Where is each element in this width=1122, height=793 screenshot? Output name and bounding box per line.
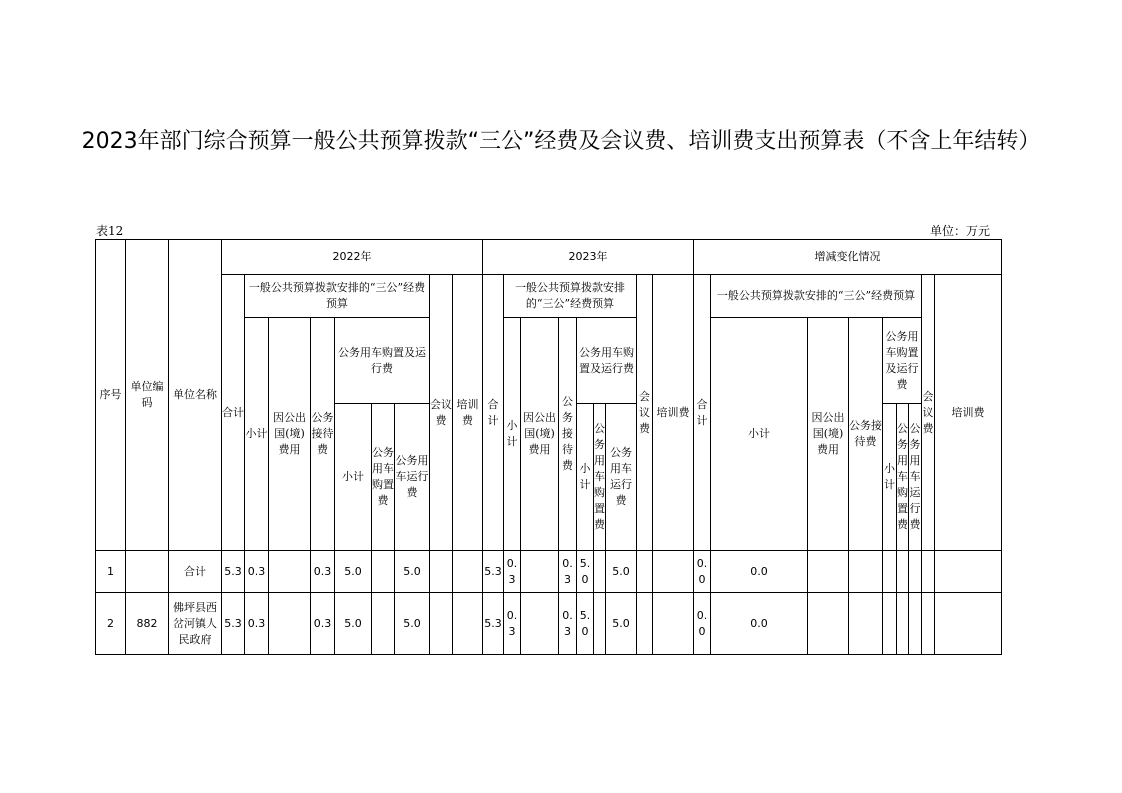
- cell: 0.3: [504, 551, 521, 593]
- cell: [909, 593, 922, 655]
- cell: [883, 551, 897, 593]
- cell: 0.3: [311, 593, 335, 655]
- cell: [653, 593, 694, 655]
- header-2022: 2022年: [222, 240, 483, 275]
- cell: 5.3: [222, 593, 245, 655]
- cell: [372, 593, 395, 655]
- header-unit-name: 单位名称: [169, 240, 222, 551]
- cell: 0.3: [311, 551, 335, 593]
- table-row: [96, 551, 1002, 593]
- header-meeting-2022: 会议费: [430, 275, 453, 551]
- header-car-subtotal-change: 小计: [883, 404, 897, 551]
- cell: [594, 551, 606, 593]
- header-car-purchase-change: 公务用车购置费: [897, 404, 909, 551]
- cell: [935, 593, 1002, 655]
- header-subtotal-2023: 小计: [504, 318, 521, 551]
- cell: [637, 593, 653, 655]
- cell: 5.0: [395, 593, 430, 655]
- cell: [909, 551, 922, 593]
- cell: 0.3: [559, 551, 577, 593]
- cell: 0.0: [694, 593, 711, 655]
- row-name: 合计: [169, 551, 222, 593]
- row-seq: 2: [96, 593, 126, 655]
- header-meeting-change: 会议费: [922, 275, 935, 551]
- table-number: 表12: [96, 224, 124, 238]
- header-subtotal-change: 小计: [711, 318, 808, 551]
- header-meeting-2023: 会议费: [637, 275, 653, 551]
- header-car-run-2023: 公务用车运行费: [606, 404, 637, 551]
- cell: 5.0: [606, 593, 637, 655]
- header-car-2022: 公务用车购置及运行费: [335, 318, 430, 404]
- header-change: 增减变化情况: [694, 240, 1002, 275]
- header-car-change: 公务用车购置及运行费: [883, 318, 922, 404]
- header-training-2022: 培训费: [453, 275, 483, 551]
- header-car-run-2022: 公务用车运行费: [395, 404, 430, 551]
- cell: 0.3: [559, 593, 577, 655]
- header-car-run-change: 公务用车运行费: [909, 404, 922, 551]
- row-name: 佛坪县西岔河镇人民政府: [169, 593, 222, 655]
- cell: 5.0: [335, 551, 372, 593]
- cell: [808, 593, 849, 655]
- cell: [269, 551, 311, 593]
- unit-label: 单位：万元: [930, 224, 991, 238]
- cell: 5.3: [222, 551, 245, 593]
- header-car-subtotal-2023: 小计: [577, 404, 594, 551]
- cell: [883, 593, 897, 655]
- cell: [922, 593, 935, 655]
- cell: [849, 593, 883, 655]
- header-total-2022: 合计: [222, 275, 245, 551]
- header-sangong-2023: 一般公共预算拨款安排的“三公”经费预算: [504, 275, 637, 318]
- cell: 0.3: [504, 593, 521, 655]
- cell: [453, 551, 483, 593]
- cell: [430, 551, 453, 593]
- cell: [453, 593, 483, 655]
- header-unit-code: 单位编码: [126, 240, 169, 551]
- cell: 5.3: [483, 593, 504, 655]
- header-subtotal-2022: 小计: [245, 318, 269, 551]
- cell: [935, 551, 1002, 593]
- header-car-2023: 公务用车购置及运行费: [577, 318, 637, 404]
- cell: 0.3: [245, 593, 269, 655]
- header-car-purchase-2023: 公务用车购置费: [594, 404, 606, 551]
- cell: [521, 593, 559, 655]
- cell: [269, 593, 311, 655]
- cell: 5.0: [606, 551, 637, 593]
- budget-table: [95, 239, 1002, 655]
- cell: [430, 593, 453, 655]
- cell: [808, 551, 849, 593]
- cell: 5.3: [483, 551, 504, 593]
- cell: 0.0: [711, 593, 808, 655]
- cell: [922, 551, 935, 593]
- cell: [521, 551, 559, 593]
- cell: [372, 551, 395, 593]
- header-training-2023: 培训费: [653, 275, 694, 551]
- row-seq: 1: [96, 551, 126, 593]
- cell: [897, 551, 909, 593]
- header-reception-change: 公务接待费: [849, 318, 883, 551]
- header-abroad-2022: 因公出国(境)费用: [269, 318, 311, 551]
- header-car-subtotal-2022: 小计: [335, 404, 372, 551]
- header-abroad-change: 因公出国(境)费用: [808, 318, 849, 551]
- page-title: 2023年部门综合预算一般公共预算拨款“三公”经费及会议费、培训费支出预算表（不含上年结转）: [81, 129, 1041, 154]
- cell: 5.0: [577, 593, 594, 655]
- header-car-purchase-2022: 公务用车购置费: [372, 404, 395, 551]
- header-abroad-2023: 因公出国(境)费用: [521, 318, 559, 551]
- header-2023: 2023年: [483, 240, 694, 275]
- header-reception-2022: 公务接待费: [311, 318, 335, 551]
- row-code: [126, 551, 169, 593]
- cell: [897, 593, 909, 655]
- cell: [653, 551, 694, 593]
- cell: 5.0: [577, 551, 594, 593]
- cell: 5.0: [395, 551, 430, 593]
- table-row: [96, 593, 1002, 655]
- row-code: 882: [126, 593, 169, 655]
- cell: 0.0: [711, 551, 808, 593]
- cell: 0.0: [694, 551, 711, 593]
- cell: 0.3: [245, 551, 269, 593]
- header-total-change: 合计: [694, 275, 711, 551]
- header-reception-2023: 公务接待费: [559, 318, 577, 551]
- cell: 5.0: [335, 593, 372, 655]
- header-sangong-change: 一般公共预算拨款安排的“三公”经费预算: [711, 275, 922, 318]
- header-sangong-2022: 一般公共预算拨款安排的“三公”经费预算: [245, 275, 430, 318]
- header-training-change: 培训费: [935, 275, 1002, 551]
- cell: [849, 551, 883, 593]
- cell: [594, 593, 606, 655]
- header-total-2023: 合计: [483, 275, 504, 551]
- cell: [637, 551, 653, 593]
- header-seq: 序号: [96, 240, 126, 551]
